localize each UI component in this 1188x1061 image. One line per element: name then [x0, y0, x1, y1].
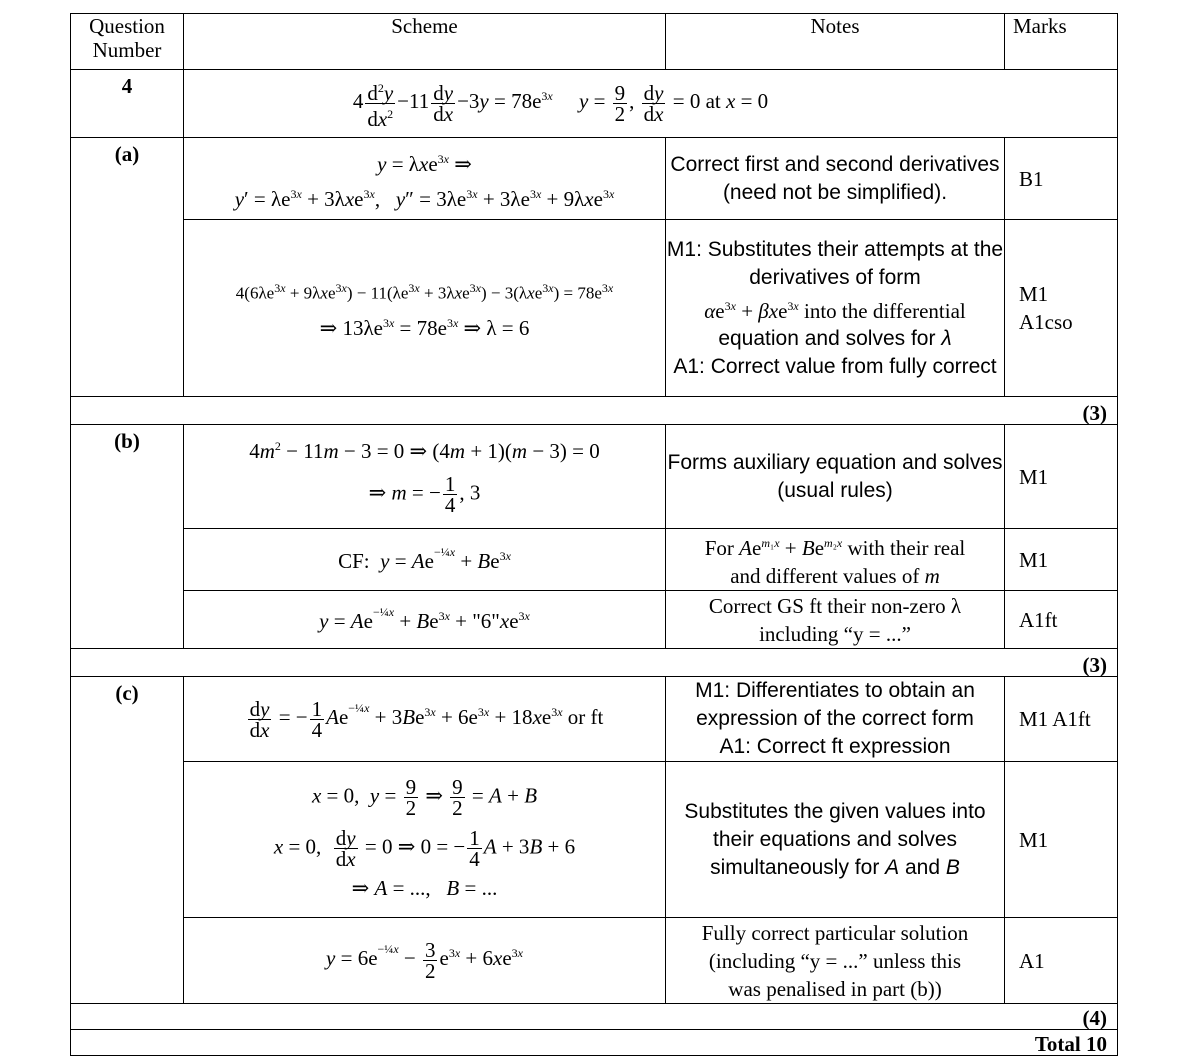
part-c-row-1: [71, 677, 1118, 762]
part-b-notes-3-line-2: including “y = ...”: [759, 621, 911, 646]
part-b-marks-3: A1ft: [1005, 591, 1118, 649]
part-b-scheme-1: $4m^2 - 11m - 3 = 0$ ⇒ (4m + 1)(m − 3) = 0 ⇒ m = − $\frac{1}{4}$ , 3: [184, 425, 666, 529]
part-b-scheme-3: $y = Ae^{-\frac{1}{4}x} + Be^{3x}$ + "$6"xe^{3x}$: [184, 591, 666, 649]
part-a-marks-1: B1: [1005, 138, 1118, 220]
part-c-notes-1-line-3: A1: Correct ft expression: [719, 735, 951, 758]
header-marks: Marks: [1005, 14, 1118, 70]
part-a-notes-2-line-4: A1: Correct value from fully correct: [673, 354, 997, 378]
part-c-subtotal: (4): [71, 1004, 1118, 1030]
part-a-row-2: [71, 220, 1118, 397]
part-a-row-1: [71, 138, 1118, 220]
part-b-notes-1: Forms auxiliary equation and solves (usual rules): [666, 425, 1005, 529]
part-c-scheme-3: $y = 6e^{-\frac{1}{4}x}$ − $\frac{3}{2}$ $e^{3x} + 6xe^{3x}$: [184, 918, 666, 1004]
total-marks: Total 10: [71, 1030, 1118, 1056]
part-c-label: (c): [71, 677, 184, 1004]
part-a-scheme-2: $4(6\lambda e^{3x} + 9\lambda xe^{3x}) - 11(\lambda e^{3x} + 3\lambda xe^{3x}) - 3(\lambda xe^{3x}) = 78e^{3x}$ ⇒ $13\lambda e^{3x} = 78e^{3x}$ ⇒ λ = 6: [184, 220, 666, 397]
header-notes: Notes: [666, 14, 1005, 70]
part-c-notes-1-line-1: M1: Differentiates to obtain an: [695, 679, 975, 702]
part-b-row-2: [71, 529, 1118, 591]
part-a-label: (a): [71, 138, 184, 397]
initial-conditions: y = $\frac{9}{2}$ , $\frac{dy}{dx}$ = 0 at x = 0: [578, 81, 769, 126]
part-b-notes-3-line-1: Correct GS ft their non-zero λ: [708, 593, 962, 618]
header-scheme: Scheme: [184, 14, 666, 70]
part-a-subtotal: (3): [71, 397, 1118, 425]
part-a-scheme-1: y = λxe$^{3x}$ ⇒ $y' = \lambda e^{3x} + 3\lambda xe^{3x}$, $y'' = 3\lambda e^{3x} + 3\lambda e^{3x} + 9\lambda xe^{3x}$: [184, 138, 666, 220]
question-statement-row: [71, 70, 1118, 138]
part-b-row-3: [71, 591, 1118, 649]
part-c-notes-3-line-1: Fully correct particular solution: [701, 920, 969, 945]
question-statement: [184, 70, 1118, 138]
part-a-mark-a1cso: A1cso: [1019, 310, 1073, 334]
part-a-mark-m1: M1: [1019, 282, 1049, 306]
part-c-notes-2-line-2: their equations and solves: [713, 827, 957, 851]
part-c-notes-3-line-3: was penalised in part (b)): [728, 976, 942, 1001]
part-b-subtotal: (3): [71, 649, 1118, 677]
part-c-marks-1: M1 A1ft: [1005, 677, 1118, 762]
part-c-marks-2: M1: [1005, 762, 1118, 918]
question-number: 4: [71, 70, 184, 138]
part-c-notes-3: [666, 918, 1005, 1004]
part-c-notes-3-line-2: (including “y = ...” unless this: [708, 948, 962, 973]
part-a-notes-2-line-1: M1: Substitutes their attempts at the derivatives of form: [666, 237, 1004, 289]
part-c-notes-1-line-2: expression of the correct form: [696, 707, 974, 730]
part-c-marks-3: A1: [1005, 918, 1118, 1004]
part-a-marks-2: [1005, 220, 1118, 397]
part-a-notes-2-line-2: $\alpha e^{3x} + \beta xe^{3x}$ into the differential: [704, 298, 966, 323]
total-row: [71, 1030, 1118, 1056]
part-b-notes-2: For $Ae^{m_1x} + Be^{m_2x}$ with their real and different values of m: [666, 529, 1005, 591]
part-b-scheme-2: CF: $y = Ae^{-\frac{1}{4}x} + Be^{3x}$: [184, 529, 666, 591]
part-a-notes-2-line-3: equation and solves for λ: [718, 326, 952, 350]
part-c-subtotal-row: [71, 1004, 1118, 1030]
mark-scheme-table: [70, 13, 1118, 1056]
part-a-notes-1: Correct first and second derivatives (need not be simplified).: [666, 138, 1005, 220]
de-equation: 4 $\frac{d^2y}{dx^2}$ −11 $\frac{dy}{dx}$ $-3y = 78e^{3x}$: [353, 89, 553, 113]
part-b-label: (b): [71, 425, 184, 649]
part-c-notes-2-line-1: Substitutes the given values into: [684, 799, 986, 823]
part-b-notes-3: [666, 591, 1005, 649]
part-c-notes-2: [666, 762, 1005, 918]
part-b-subtotal-row: [71, 649, 1118, 677]
header-row: [71, 14, 1118, 70]
header-question-number: Question Number: [71, 14, 184, 70]
part-c-row-3: [71, 918, 1118, 1004]
part-c-scheme-2: x = 0, y = $\frac{9}{2}$ ⇒ $\frac{9}{2}$ = A + B x = 0, $\frac{dy}{dx}$ = 0 ⇒ 0 = − $\frac{1}{4}$ A + 3B + 6 ⇒ A = ..., B = ...: [184, 762, 666, 918]
part-c-scheme-1: $\frac{dy}{dx}$ = − $\frac{1}{4}$ $Ae^{-\frac{1}{4}x} + 3Be^{3x} + 6e^{3x} + 18xe^{3x}$ or ft: [184, 677, 666, 762]
part-b-marks-2: M1: [1005, 529, 1118, 591]
part-b-marks-1: M1: [1005, 425, 1118, 529]
part-a-subtotal-row: [71, 397, 1118, 425]
part-a-notes-2: [666, 220, 1005, 397]
part-c-notes-1: [666, 677, 1005, 762]
part-b-row-1: [71, 425, 1118, 529]
part-c-row-2: [71, 762, 1118, 918]
part-c-notes-2-line-3: simultaneously for A and B: [710, 855, 960, 879]
